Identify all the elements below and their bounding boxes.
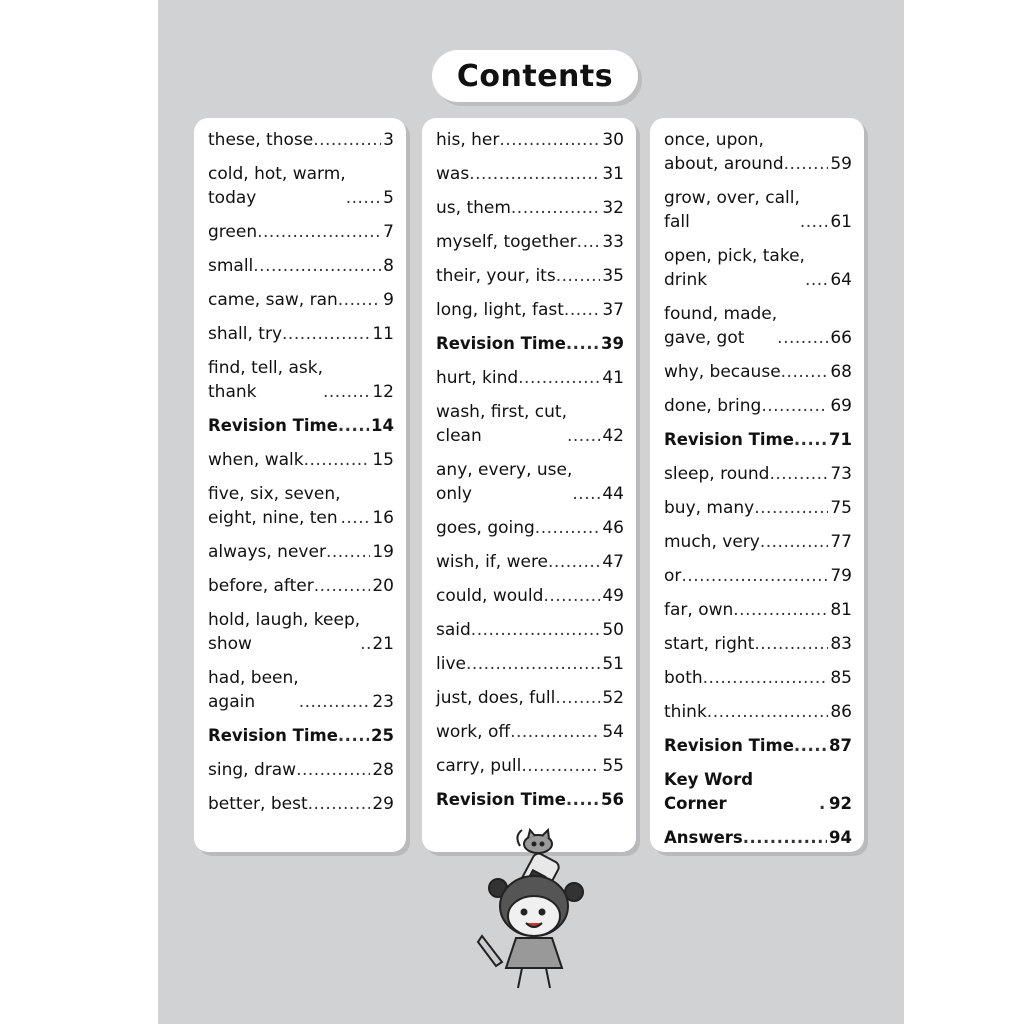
entry-title: wish, if, were [436,552,549,572]
entry-title: think [664,702,707,722]
contents-entry [208,414,394,438]
dot-leader [760,530,829,554]
contents-entry [664,734,852,758]
entry-page-number: 85 [830,668,852,688]
contents-entry [208,254,394,278]
dot-leader [308,792,371,816]
dot-leader [313,128,381,152]
contents-entry [664,666,852,690]
dot-leader [346,186,381,210]
entry-title: these, those [208,130,314,150]
entry-title: small [208,256,254,276]
dot-leader [777,326,828,350]
contents-entry [208,356,394,404]
entry-page-number: 44 [602,484,624,504]
entry-page-number: 87 [829,736,852,755]
dot-leader [548,550,600,574]
entry-title: once, upon, about, around [664,130,784,174]
contents-column-1 [194,118,406,852]
contents-entry [436,230,624,254]
entry-title: just, does, full [436,688,556,708]
entry-title: sleep, round [664,464,770,484]
entry-page-number: 21 [372,634,394,654]
dot-leader [567,424,600,448]
entry-page-number: 23 [372,692,394,712]
contents-entry [208,482,394,530]
contents-entry [436,196,624,220]
entry-page-number: 47 [602,552,624,572]
dot-leader [555,686,600,710]
contents-entry [436,652,624,676]
cat-icon [517,830,552,853]
entry-title: Revision Time [208,416,338,435]
entry-title: Revision Time [208,726,338,745]
dot-leader [521,754,600,778]
dot-leader [733,598,828,622]
entry-title: any, every, use, only [436,460,573,504]
entry-page-number: 59 [830,154,852,174]
contents-entry [436,788,624,812]
entry-page-number: 92 [829,794,852,813]
entry-title: start, right [664,634,755,654]
dot-leader [794,734,827,758]
entry-page-number: 8 [383,256,394,276]
contents-entry [436,720,624,744]
dot-leader [326,540,370,564]
contents-entry [664,360,852,384]
dot-leader [469,162,600,186]
dot-leader [341,506,371,530]
entry-page-number: 50 [602,620,624,640]
contents-entry [208,758,394,782]
dot-leader [784,152,829,176]
entry-page-number: 75 [830,498,852,518]
entry-title: both [664,668,703,688]
entry-page-number: 29 [372,794,394,814]
entry-title: five, six, seven, eight, nine, ten [208,484,341,528]
contents-column-3 [650,118,864,852]
contents-entry [208,608,394,656]
contents-entry [436,458,624,506]
dot-leader [323,380,370,404]
contents-entry [436,366,624,390]
dot-leader [800,210,829,234]
entry-title: came, saw, ran [208,290,338,310]
contents-entry [436,686,624,710]
dot-leader [794,428,827,452]
dot-leader [253,254,381,278]
contents-entry [664,462,852,486]
entry-page-number: 9 [383,290,394,310]
entry-page-number: 64 [830,270,852,290]
girl-and-cat-illustration [476,826,596,996]
entry-title: their, your, its [436,266,556,286]
entry-page-number: 86 [830,702,852,722]
entry-title: Revision Time [436,790,566,809]
dot-leader [282,322,370,346]
entry-title: green [208,222,258,242]
entry-title: grow, over, call, fall [664,188,800,232]
contents-entry [664,428,852,452]
entry-page-number: 35 [602,266,624,286]
contents-entry [436,754,624,778]
entry-title: Revision Time [436,334,566,353]
entry-page-number: 73 [830,464,852,484]
entry-page-number: 39 [601,334,624,353]
page-title: Contents [456,58,614,94]
contents-entry [208,574,394,598]
contents-entry [664,768,852,816]
entry-page-number: 46 [602,518,624,538]
entry-title: find, tell, ask, thank [208,358,323,402]
title-pill [432,50,638,102]
entry-title: open, pick, take, drink [664,246,805,290]
entry-page-number: 16 [372,508,394,528]
dot-leader [566,332,599,356]
dot-leader [819,792,827,816]
entry-page-number: 7 [383,222,394,242]
entry-title: always, never [208,542,326,562]
entry-page-number: 69 [830,396,852,416]
contents-entry [208,220,394,244]
entry-page-number: 66 [830,328,852,348]
contents-entry [436,550,624,574]
dot-leader [296,758,370,782]
entry-page-number: 79 [830,566,852,586]
entry-title: Answers [664,828,743,847]
entry-page-number: 3 [383,130,394,150]
dot-leader [781,360,829,384]
contents-entry [436,264,624,288]
entry-title: Revision Time [664,430,794,449]
dot-leader [543,584,600,608]
dot-leader [769,462,828,486]
dot-leader [257,220,381,244]
contents-entry [436,128,624,152]
dot-leader [466,652,600,676]
dot-leader [535,516,601,540]
dot-leader [566,788,599,812]
contents-entry [208,288,394,312]
dot-leader [805,268,828,292]
entry-title: Revision Time [664,736,794,755]
entry-title: when, walk [208,450,304,470]
entry-page-number: 55 [602,756,624,776]
entry-page-number: 32 [602,198,624,218]
contents-list [664,128,852,850]
dot-leader [511,196,600,220]
entry-title: Key Word Corner [664,770,754,813]
contents-entry [664,632,852,656]
entry-title: wash, first, cut, clean [436,402,567,446]
contents-entry [664,700,852,724]
entry-title: before, after [208,576,314,596]
contents-entry [664,394,852,418]
entry-title: his, her [436,130,500,150]
contents-entry [664,564,852,588]
entry-title: carry, pull [436,756,522,776]
contents-list [208,128,394,816]
dot-leader [338,414,369,438]
entry-title: far, own [664,600,734,620]
entry-title: work, off [436,722,511,742]
dot-leader [681,564,828,588]
contents-entry [436,400,624,448]
entry-page-number: 41 [602,368,624,388]
entry-page-number: 54 [602,722,624,742]
entry-page-number: 28 [372,760,394,780]
dot-leader [299,690,371,714]
contents-entry [664,244,852,292]
dot-leader [338,724,369,748]
dot-leader [703,666,829,690]
contents-entry [664,530,852,554]
contents-entry [208,162,394,210]
entry-title: hold, laugh, keep, show [208,610,361,654]
contents-entry [208,724,394,748]
entry-title: had, been, again [208,668,299,712]
entry-page-number: 5 [383,188,394,208]
book-page [158,0,904,1024]
contents-entry [436,516,624,540]
entry-title: long, light, fast [436,300,564,320]
entry-page-number: 61 [830,212,852,232]
contents-entry [208,666,394,714]
entry-title: myself, together [436,232,577,252]
entry-page-number: 20 [372,576,394,596]
entry-title: or [664,566,682,586]
contents-entry [664,598,852,622]
entry-title: said [436,620,471,640]
entry-title: hurt, kind [436,368,519,388]
dot-leader [499,128,600,152]
contents-entry [208,792,394,816]
contents-entry [436,332,624,356]
contents-entry [208,540,394,564]
dot-leader [564,298,600,322]
contents-entry [664,826,852,850]
entry-page-number: 51 [602,654,624,674]
contents-entry [436,584,624,608]
entry-page-number: 19 [372,542,394,562]
dot-leader [314,574,371,598]
dot-leader [572,482,600,506]
entry-page-number: 83 [830,634,852,654]
entry-page-number: 42 [602,426,624,446]
entry-title: better, best [208,794,308,814]
entry-page-number: 25 [371,726,394,745]
entry-page-number: 52 [602,688,624,708]
contents-entry [664,128,852,176]
dot-leader [707,700,829,724]
entry-page-number: 30 [602,130,624,150]
entry-page-number: 49 [602,586,624,606]
dot-leader [754,496,828,520]
entry-title: why, because [664,362,781,382]
contents-entry [664,302,852,350]
contents-list [436,128,624,812]
contents-entry [436,162,624,186]
entry-page-number: 31 [602,164,624,184]
entry-title: sing, draw [208,760,297,780]
contents-entry [664,186,852,234]
contents-entry [208,322,394,346]
contents-entry [436,298,624,322]
contents-entry [436,618,624,642]
contents-entry [208,448,394,472]
contents-entry [664,496,852,520]
entry-page-number: 14 [371,416,394,435]
contents-column-2 [422,118,636,852]
girl-icon [478,876,583,988]
dot-leader [577,230,601,254]
entry-page-number: 11 [372,324,394,344]
entry-page-number: 37 [602,300,624,320]
entry-page-number: 56 [601,790,624,809]
dot-leader [556,264,601,288]
dot-leader [510,720,600,744]
contents-entry [208,128,394,152]
entry-page-number: 68 [830,362,852,382]
entry-title: could, would [436,586,544,606]
dot-leader [761,394,828,418]
dot-leader [518,366,600,390]
entry-title: was [436,164,470,184]
entry-title: cold, hot, warm, today [208,164,346,208]
dot-leader [360,632,370,656]
entry-page-number: 77 [830,532,852,552]
entry-title: buy, many [664,498,755,518]
dot-leader [471,618,601,642]
entry-page-number: 12 [372,382,394,402]
entry-title: much, very [664,532,760,552]
entry-title: found, made, gave, got [664,304,778,348]
entry-page-number: 81 [830,600,852,620]
entry-page-number: 94 [829,828,852,847]
entry-page-number: 71 [829,430,852,449]
dot-leader [754,632,828,656]
entry-page-number: 15 [372,450,394,470]
dot-leader [304,448,371,472]
entry-title: done, bring [664,396,762,416]
dot-leader [743,826,827,850]
entry-title: live [436,654,466,674]
dot-leader [338,288,381,312]
entry-title: goes, going [436,518,535,538]
entry-title: us, them [436,198,511,218]
entry-title: shall, try [208,324,283,344]
entry-page-number: 33 [602,232,624,252]
